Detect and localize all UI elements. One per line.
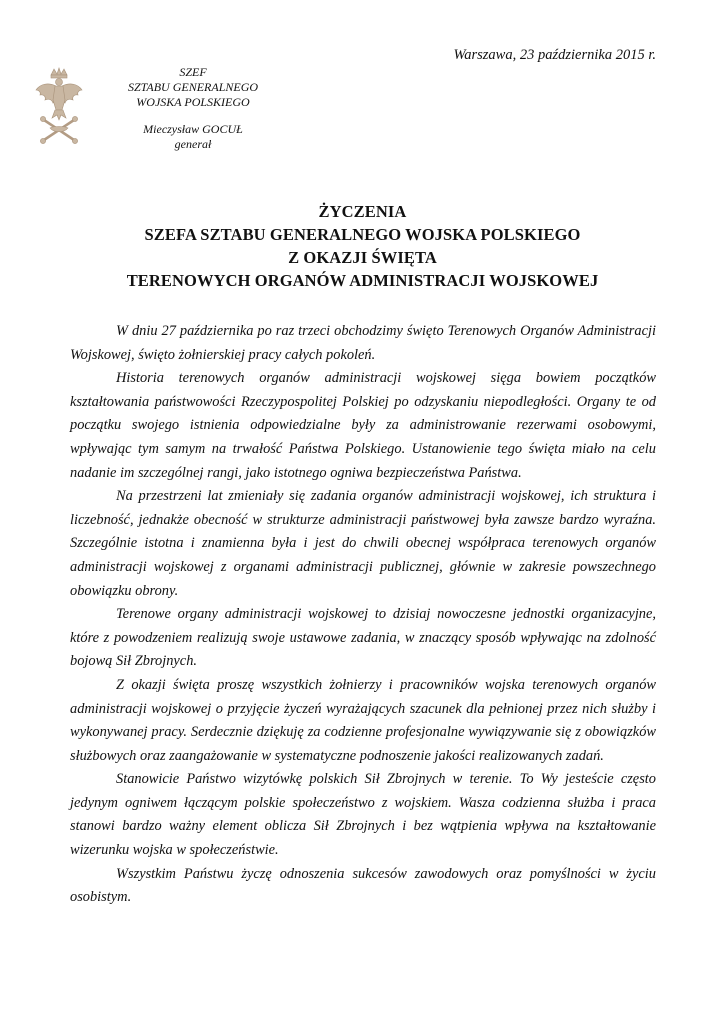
polish-eagle-general-insignia-icon [30,66,88,146]
sender-block [108,65,278,152]
body-paragraph: Historia terenowych organów administracji wojskowej sięga bowiem początków kształtowania państwowości Rzeczypospolitej Polskiej po odzyskaniu niepodległości. Organy te od początku swojego istnienia odpowiedzialne były za administrowanie rezerwami osobowymi, wpływając tym samym na trwałość Państwa Polskiego. Ustanowienie tego święta miało na celu nadanie im szczególnej rangi, jako istotnego ogniwa bezpieczeństwa Państwa. [70,370,656,481]
letter-body [70,320,656,910]
title-line: Z OKAZJI ŚWIĘTA [288,248,437,267]
sender-line: SZTABU GENERALNEGO [127,80,259,94]
document-title [0,200,725,292]
signatory-rank: generał [174,137,212,151]
body-paragraph: Terenowe organy administracji wojskowej to dzisiaj nowoczesne jednostki organizacyjne, które z powodzeniem realizują swoje ustawowe zadania, w znaczący sposób wpływając na zdolność bojową Sił Zbrojnych. [70,606,656,670]
title-line: ŻYCZENIA [318,202,407,221]
body-paragraph: W dniu 27 października po raz trzeci obchodzimy święto Terenowych Organów Administracji Wojskowej, święto żołnierskiej pracy całych pokoleń. [70,323,656,363]
body-paragraph: Z okazji święta proszę wszystkich żołnierzy i pracowników wojska terenowych organów administracji wojskowej o przyjęcie życzeń wyrażających szacunek dla pełnionej przez nich służby i wykonywanej pracy. Serdecznie dziękuję za codzienne profesjonalne wywiązywanie się z obowiązków służbowych oraz zaangażowanie w systematyczne podnoszenie jakości realizowanych zadań. [70,676,656,764]
signatory-name: Mieczysław GOCUŁ [143,122,243,136]
title-line: SZEFA SZTABU GENERALNEGO WOJSKA POLSKIEGO [144,225,581,244]
place-date: Warszawa, 23 października 2015 r. [453,47,656,63]
sender-line: SZEF [179,65,207,79]
body-paragraph: Na przestrzeni lat zmieniały się zadania organów administracji wojskowej, ich struktura i liczebność, jednakże obecność w strukturze administracji państwowej była zawsze bardzo wyraźna. Szczególnie istotna i znamienna była i jest do chwili obecnej współpraca terenowych organów administracji wojskowej z organami administracji publicznej, głównie w zakresie powszechnego obowiązku obrony. [70,488,656,599]
title-line: TERENOWYCH ORGANÓW ADMINISTRACJI WOJSKOWEJ [126,271,599,290]
sender-line: WOJSKA POLSKIEGO [136,95,250,109]
body-paragraph: Stanowicie Państwo wizytówkę polskich Sił Zbrojnych w terenie. To Wy jesteście często jedynym ogniwem łączącym polskie społeczeństwo z wojskiem. Wasza codzienna służba i praca stanowi bardzo ważny element oblicza Sił Zbrojnych i bez wątpienia wpływa na kształtowanie wizerunku wojska w społeczeństwie. [70,771,656,859]
body-paragraph: Wszystkim Państwu życzę odnoszenia sukcesów zawodowych oraz pomyślności w życiu osobistym. [70,865,656,906]
